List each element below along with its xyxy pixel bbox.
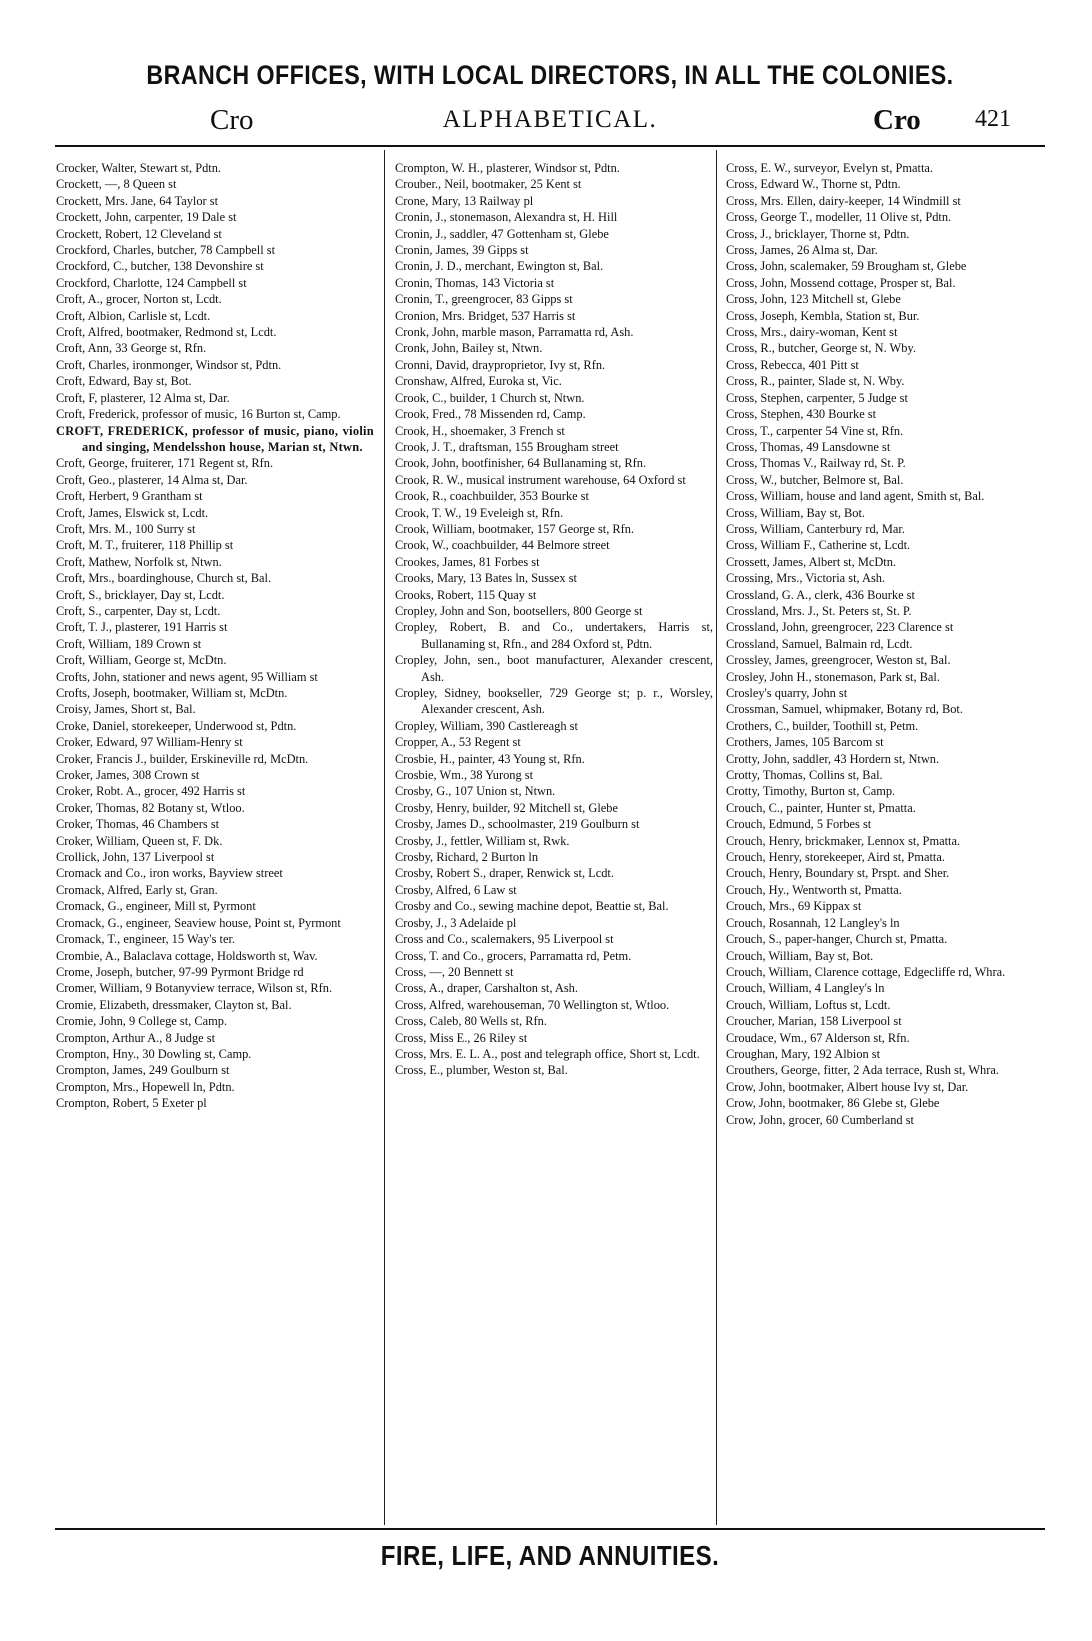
directory-entry: Crouthers, George, fitter, 2 Ada terrace, Rush st, Whra. bbox=[726, 1063, 999, 1078]
directory-entry: Croker, Robt. A., grocer, 492 Harris st bbox=[56, 784, 246, 799]
directory-entry: Cross, Caleb, 80 Wells st, Rfn. bbox=[395, 1014, 547, 1029]
directory-entry: Croft, Frederick, professor of music, 16 Burton st, Camp. bbox=[56, 407, 341, 422]
directory-entry: Cropley, William, 390 Castlereagh st bbox=[395, 718, 578, 733]
column-divider bbox=[384, 150, 385, 1525]
directory-entry: Crompton, James, 249 Goulburn st bbox=[56, 1063, 230, 1078]
directory-entry: Cross, A., draper, Carshalton st, Ash. bbox=[395, 981, 578, 996]
directory-entry: Cross, R., butcher, George st, N. Wby. bbox=[726, 341, 916, 356]
column-divider bbox=[716, 150, 717, 1525]
directory-entry: Crossland, John, greengrocer, 223 Clarence st bbox=[726, 620, 954, 635]
directory-entry: Cross, —, 20 Bennett st bbox=[395, 964, 514, 979]
directory-entry: Cross, Thomas, 49 Lansdowne st bbox=[726, 439, 891, 454]
directory-entry: Croft, Herbert, 9 Grantham st bbox=[56, 489, 203, 504]
directory-entry: Cross, T., carpenter 54 Vine st, Rfn. bbox=[726, 423, 904, 438]
directory-entry: Croft, Ann, 33 George st, Rfn. bbox=[56, 341, 207, 356]
directory-entry: Cross, T. and Co., grocers, Parramatta rd, Petm. bbox=[395, 948, 632, 963]
directory-entry: Cromack, Alfred, Early st, Gran. bbox=[56, 882, 218, 897]
directory-entry: Cronk, John, marble mason, Parramatta rd, Ash. bbox=[395, 325, 634, 340]
directory-entry: Cross, Mrs. Ellen, dairy-keeper, 14 Windmill st bbox=[726, 193, 961, 208]
directory-entry: Crosby, Henry, builder, 92 Mitchell st, Glebe bbox=[395, 800, 618, 815]
directory-entry: Cross, W., butcher, Belmore st, Bal. bbox=[726, 472, 904, 487]
directory-entry: Croft, William, George st, McDtn. bbox=[56, 653, 227, 668]
directory-entry: Crockett, Mrs. Jane, 64 Taylor st bbox=[56, 193, 219, 208]
directory-entry: Crosby and Co., sewing machine depot, Beattie st, Bal. bbox=[395, 899, 669, 914]
directory-entry: Croudace, Wm., 67 Alderson st, Rfn. bbox=[726, 1030, 910, 1045]
directory-entry: Crouch, William, Bay st, Bot. bbox=[726, 948, 874, 963]
directory-entry: Crook, John, bootfinisher, 64 Bullanaming st, Rfn. bbox=[395, 456, 647, 471]
directory-entry: Crosby, Alfred, 6 Law st bbox=[395, 882, 517, 897]
directory-entry: Cross, John, scalemaker, 59 Brougham st, Glebe bbox=[726, 259, 967, 274]
directory-entry: Cromack and Co., iron works, Bayview street bbox=[56, 866, 283, 881]
directory-entry: Cross, Stephen, carpenter, 5 Judge st bbox=[726, 390, 908, 405]
right-guide-word: Cro bbox=[873, 104, 921, 136]
directory-entry: Crothers, C., builder, Toothill st, Petm. bbox=[726, 718, 919, 733]
directory-entry: Croker, Edward, 97 William-Henry st bbox=[56, 735, 243, 750]
directory-entry: Cronin, J. D., merchant, Ewington st, Bal. bbox=[395, 259, 604, 274]
directory-entry: Cross, Mrs. E. L. A., post and telegraph office, Short st, Lcdt. bbox=[395, 1046, 700, 1061]
directory-entry: Croft, Alfred, bootmaker, Redmond st, Lcdt. bbox=[56, 325, 277, 340]
directory-entry: Crosley's quarry, John st bbox=[726, 686, 848, 700]
directory-entry-advert: CROFT, FREDERICK, professor of music, piano, violin and singing, Mendelsshon house, Marian st, Ntwn. bbox=[56, 423, 374, 454]
directory-entry: Crouch, Henry, brickmaker, Lennox st, Pmatta. bbox=[726, 833, 961, 848]
directory-entry: Croft, Edward, Bay st, Bot. bbox=[56, 374, 192, 389]
directory-entry: Cross, Thomas V., Railway rd, St. P. bbox=[726, 456, 906, 471]
directory-entry: Croft, Geo., plasterer, 14 Alma st, Dar. bbox=[56, 472, 248, 487]
directory-entry: Croke, Daniel, storekeeper, Underwood st, Pdtn. bbox=[56, 718, 297, 733]
directory-entry: Crockett, —, 8 Queen st bbox=[56, 177, 177, 192]
directory-entry: Cross, John, Mossend cottage, Prosper st, Bal. bbox=[726, 275, 956, 290]
directory-entry: Croft, Albion, Carlisle st, Lcdt. bbox=[56, 308, 211, 323]
directory-entry: Crosby, J., fettler, William st, Rwk. bbox=[395, 833, 570, 848]
directory-entry: Cross, William, house and land agent, Smith st, Bal. bbox=[726, 489, 985, 504]
directory-entry: Cross, E. W., surveyor, Evelyn st, Pmatta. bbox=[726, 161, 934, 175]
directory-entry: Croft, M. T., fruiterer, 118 Phillip st bbox=[56, 538, 234, 553]
directory-entry: Crouch, Mrs., 69 Kippax st bbox=[726, 899, 862, 914]
directory-entry: Croft, William, 189 Crown st bbox=[56, 636, 202, 651]
directory-entry: Cromack, G., engineer, Mill st, Pyrmont bbox=[56, 899, 256, 914]
directory-entry: Crosby, Robert S., draper, Renwick st, Lcdt. bbox=[395, 866, 614, 881]
directory-entry: Croft, Mrs. M., 100 Surry st bbox=[56, 521, 196, 536]
directory-entry: Crotty, John, saddler, 43 Hordern st, Ntwn. bbox=[726, 751, 940, 766]
directory-entry: Crockett, Robert, 12 Cleveland st bbox=[56, 226, 222, 241]
directory-entry: Croker, Thomas, 46 Chambers st bbox=[56, 817, 220, 832]
directory-entry: Cross, J., bricklayer, Thorne st, Pdtn. bbox=[726, 226, 910, 241]
directory-entry: Cromie, John, 9 College st, Camp. bbox=[56, 1014, 228, 1029]
directory-entry: Croft, Mathew, Norfolk st, Ntwn. bbox=[56, 554, 222, 569]
directory-entry: Cronin, J., saddler, 47 Gottenham st, Glebe bbox=[395, 226, 609, 241]
directory-entry: Crockford, C., butcher, 138 Devonshire st bbox=[56, 259, 264, 274]
directory-entry: Croker, William, Queen st, F. Dk. bbox=[56, 833, 223, 848]
directory-entry: Crouch, William, Clarence cottage, Edgecliffe rd, Whra. bbox=[726, 964, 1006, 979]
directory-entry: Croft, T. J., plasterer, 191 Harris st bbox=[56, 620, 228, 635]
directory-entry: Cross, Rebecca, 401 Pitt st bbox=[726, 357, 859, 372]
directory-entry: Crosby, James D., schoolmaster, 219 Goulburn st bbox=[395, 817, 640, 832]
directory-entry: Croft, George, fruiterer, 171 Regent st, Rfn. bbox=[56, 456, 274, 471]
directory-entry: Crook, William, bootmaker, 157 George st, Rfn. bbox=[395, 521, 635, 536]
directory-entry: Croft, A., grocer, Norton st, Lcdt. bbox=[56, 292, 222, 307]
directory-entry: Croughan, Mary, 192 Albion st bbox=[726, 1046, 881, 1061]
directory-entry: Cromack, T., engineer, 15 Way's ter. bbox=[56, 932, 235, 947]
directory-entry: Cross, Alfred, warehouseman, 70 Wellington st, Wtloo. bbox=[395, 997, 670, 1012]
header-rule bbox=[55, 145, 1045, 147]
directory-entry: Crossett, James, Albert st, McDtn. bbox=[726, 554, 897, 569]
directory-entry: Cropley, Sidney, bookseller, 729 George st; p. r., Worsley, Alexander crescent, Ash. bbox=[395, 686, 713, 717]
directory-entry: Crossland, Samuel, Balmain rd, Lcdt. bbox=[726, 636, 913, 651]
directory-entry: Crook, R. W., musical instrument warehouse, 64 Oxford st bbox=[395, 472, 686, 487]
directory-entry: Cronk, John, Bailey st, Ntwn. bbox=[395, 341, 543, 356]
directory-entry: Crompton, W. H., plasterer, Windsor st, Pdtn. bbox=[395, 161, 620, 175]
directory-entry: Cronni, David, drayproprietor, Ivy st, Rfn. bbox=[395, 357, 606, 372]
directory-entry: Croft, James, Elswick st, Lcdt. bbox=[56, 505, 209, 520]
directory-entry: Cross, John, 123 Mitchell st, Glebe bbox=[726, 292, 901, 307]
directory-entry: Cropley, John, sen., boot manufacturer, Alexander crescent, Ash. bbox=[395, 653, 713, 684]
directory-entry: Crouch, Henry, Boundary st, Prspt. and Sher. bbox=[726, 866, 950, 881]
directory-entry: Croft, F, plasterer, 12 Alma st, Dar. bbox=[56, 390, 230, 405]
directory-entry: Crooks, Mary, 13 Bates ln, Sussex st bbox=[395, 571, 577, 586]
directory-entry: Cronin, T., greengrocer, 83 Gipps st bbox=[395, 292, 573, 307]
directory-entry: Crook, R., coachbuilder, 353 Bourke st bbox=[395, 489, 589, 504]
directory-entry: Cross, Miss E., 26 Riley st bbox=[395, 1030, 528, 1045]
directory-entry: Cronshaw, Alfred, Euroka st, Vic. bbox=[395, 374, 562, 389]
directory-entry: Cropley, John and Son, bootsellers, 800 George st bbox=[395, 603, 643, 618]
directory-entry: Crow, John, bootmaker, Albert house Ivy st, Dar. bbox=[726, 1079, 969, 1094]
directory-entry: Crocker, Walter, Stewart st, Pdtn. bbox=[56, 161, 222, 175]
directory-entry: Cross, Mrs., dairy-woman, Kent st bbox=[726, 325, 898, 340]
directory-entry: Cross, William, Bay st, Bot. bbox=[726, 505, 866, 520]
directory-entry: Cromie, Elizabeth, dressmaker, Clayton st, Bal. bbox=[56, 997, 292, 1012]
directory-entry: Crosbie, Wm., 38 Yurong st bbox=[395, 768, 534, 783]
directory-entry: Croft, S., bricklayer, Day st, Lcdt. bbox=[56, 587, 225, 602]
directory-entry: Crook, H., shoemaker, 3 French st bbox=[395, 423, 565, 438]
directory-entry: Cropley, Robert, B. and Co., undertakers, Harris st, Bullanaming st, Rfn., and 284 Oxford st, Pdtn. bbox=[395, 620, 713, 651]
directory-entry: Cross, R., painter, Slade st, N. Wby. bbox=[726, 374, 905, 389]
directory-entry: Cross, Stephen, 430 Bourke st bbox=[726, 407, 877, 422]
bottom-banner: FIRE, LIFE, AND ANNUITIES. bbox=[380, 1540, 720, 1571]
top-banner: BRANCH OFFICES, WITH LOCAL DIRECTORS, IN ALL THE COLONIES. bbox=[146, 60, 954, 90]
page-number: 421 bbox=[975, 106, 1011, 132]
directory-entry: Crouch, William, 4 Langley's ln bbox=[726, 981, 885, 996]
directory-entry: Cronin, J., stonemason, Alexandra st, H. Hill bbox=[395, 210, 618, 225]
directory-entry: Croucher, Marian, 158 Liverpool st bbox=[726, 1014, 902, 1029]
directory-entry: Crow, John, grocer, 60 Cumberland st bbox=[726, 1112, 914, 1127]
directory-entry: Crouch, C., painter, Hunter st, Pmatta. bbox=[726, 800, 916, 815]
directory-entry: Cross and Co., scalemakers, 95 Liverpool st bbox=[395, 932, 614, 947]
directory-entry: Crookes, James, 81 Forbes st bbox=[395, 554, 540, 569]
directory-entry: Crockford, Charles, butcher, 78 Campbell st bbox=[56, 243, 276, 258]
directory-entry: Cross, Edward W., Thorne st, Pdtn. bbox=[726, 177, 901, 192]
directory-entry: Crotty, Thomas, Collins st, Bal. bbox=[726, 768, 883, 783]
directory-entry: Crone, Mary, 13 Railway pl bbox=[395, 193, 534, 208]
directory-entry: Crossley, James, greengrocer, Weston st, Bal. bbox=[726, 653, 951, 668]
directory-entry: Crosley, John H., stonemason, Park st, Bal. bbox=[726, 669, 940, 684]
directory-entry: Crosby, J., 3 Adelaide pl bbox=[395, 915, 517, 930]
directory-entry: Cropper, A., 53 Regent st bbox=[395, 735, 521, 750]
directory-entry: Croisy, James, Short st, Bal. bbox=[56, 702, 196, 717]
directory-entry: Crofts, Joseph, bootmaker, William st, McDtn. bbox=[56, 686, 288, 700]
section-title: ALPHABETICAL. bbox=[442, 106, 658, 133]
directory-entry: Crossman, Samuel, whipmaker, Botany rd, Bot. bbox=[726, 702, 963, 717]
directory-entry: Crook, J. T., draftsman, 155 Brougham street bbox=[395, 439, 619, 454]
directory-entry: Croker, Thomas, 82 Botany st, Wtloo. bbox=[56, 800, 245, 815]
directory-entry: Cross, William, Canterbury rd, Mar. bbox=[726, 521, 905, 536]
directory-column-1 bbox=[56, 160, 374, 1526]
directory-entry: Crollick, John, 137 Liverpool st bbox=[56, 850, 215, 865]
directory-entry: Crome, Joseph, butcher, 97-99 Pyrmont Bridge rd bbox=[56, 964, 304, 979]
directory-entry: Crosby, G., 107 Union st, Ntwn. bbox=[395, 784, 556, 799]
directory-entry: Crosby, Richard, 2 Burton ln bbox=[395, 850, 539, 865]
directory-entry: Crouch, William, Loftus st, Lcdt. bbox=[726, 997, 891, 1012]
directory-entry: Crossland, Mrs. J., St. Peters st, St. P. bbox=[726, 603, 912, 618]
directory-entry: Crouch, Edmund, 5 Forbes st bbox=[726, 817, 872, 832]
directory-entry: Crouch, Henry, storekeeper, Aird st, Pmatta. bbox=[726, 850, 945, 865]
directory-entry: Croft, Mrs., boardinghouse, Church st, Bal. bbox=[56, 571, 272, 586]
directory-entry: Crossing, Mrs., Victoria st, Ash. bbox=[726, 571, 886, 586]
directory-entry: Cromack, G., engineer, Seaview house, Point st, Pyrmont bbox=[56, 915, 341, 930]
directory-column-3 bbox=[726, 160, 1046, 1526]
directory-entry: Crook, C., builder, 1 Church st, Ntwn. bbox=[395, 390, 585, 405]
directory-entry: Crow, John, bootmaker, 86 Glebe st, Glebe bbox=[726, 1096, 940, 1111]
directory-entry: Crooks, Robert, 115 Quay st bbox=[395, 587, 537, 602]
directory-entry: Cross, E., plumber, Weston st, Bal. bbox=[395, 1063, 568, 1078]
directory-entry: Crouber., Neil, bootmaker, 25 Kent st bbox=[395, 177, 582, 192]
running-head bbox=[55, 104, 1045, 144]
directory-entry: Crockett, John, carpenter, 19 Dale st bbox=[56, 210, 237, 225]
directory-entry: Crompton, Mrs., Hopewell ln, Pdtn. bbox=[56, 1079, 235, 1094]
directory-entry: Croker, Francis J., builder, Erskineville rd, McDtn. bbox=[56, 751, 309, 766]
directory-entry: Crossland, G. A., clerk, 436 Bourke st bbox=[726, 587, 915, 602]
directory-entry: Crotty, Timothy, Burton st, Camp. bbox=[726, 784, 896, 799]
directory-entry: Crompton, Hny., 30 Dowling st, Camp. bbox=[56, 1046, 252, 1061]
directory-entry: Crompton, Arthur A., 8 Judge st bbox=[56, 1030, 216, 1045]
directory-entry: Cross, James, 26 Alma st, Dar. bbox=[726, 243, 878, 258]
directory-entry: Crouch, Rosannah, 12 Langley's ln bbox=[726, 915, 900, 930]
directory-entry: Croft, Charles, ironmonger, Windsor st, Pdtn. bbox=[56, 357, 282, 372]
directory-entry: Cross, Joseph, Kembla, Station st, Bur. bbox=[726, 308, 920, 323]
directory-entry: Crompton, Robert, 5 Exeter pl bbox=[56, 1096, 207, 1111]
directory-entry: Cross, William F., Catherine st, Lcdt. bbox=[726, 538, 911, 553]
directory-entry: Crouch, Hy., Wentworth st, Pmatta. bbox=[726, 882, 902, 897]
directory-entry: Crook, W., coachbuilder, 44 Belmore street bbox=[395, 538, 610, 553]
directory-entry: Crosbie, H., painter, 43 Young st, Rfn. bbox=[395, 751, 585, 766]
directory-entry: Cross, George T., modeller, 11 Olive st, Pdtn. bbox=[726, 210, 952, 225]
footer-rule bbox=[55, 1528, 1045, 1530]
directory-entry: Cromer, William, 9 Botanyview terrace, Wilson st, Rfn. bbox=[56, 981, 333, 996]
directory-entry: Crombie, A., Balaclava cottage, Holdsworth st, Wav. bbox=[56, 948, 318, 963]
directory-entry: Croker, James, 308 Crown st bbox=[56, 768, 200, 783]
directory-entry: Cronin, Thomas, 143 Victoria st bbox=[395, 275, 555, 290]
directory-entry: Crouch, S., paper-hanger, Church st, Pmatta. bbox=[726, 932, 948, 947]
directory-entry: Crofts, John, stationer and news agent, 95 William st bbox=[56, 669, 318, 684]
directory-column-2 bbox=[395, 160, 713, 1526]
directory-entry: Croft, S., carpenter, Day st, Lcdt. bbox=[56, 603, 221, 618]
directory-entry: Crook, T. W., 19 Eveleigh st, Rfn. bbox=[395, 505, 564, 520]
directory-entry: Cronin, James, 39 Gipps st bbox=[395, 243, 529, 258]
directory-entry: Crockford, Charlotte, 124 Campbell st bbox=[56, 275, 247, 290]
directory-entry: Crook, Fred., 78 Missenden rd, Camp. bbox=[395, 407, 586, 422]
directory-entry: Cronion, Mrs. Bridget, 537 Harris st bbox=[395, 308, 576, 323]
directory-entry: Crothers, James, 105 Barcom st bbox=[726, 735, 884, 750]
left-guide-word: Cro bbox=[210, 104, 254, 136]
